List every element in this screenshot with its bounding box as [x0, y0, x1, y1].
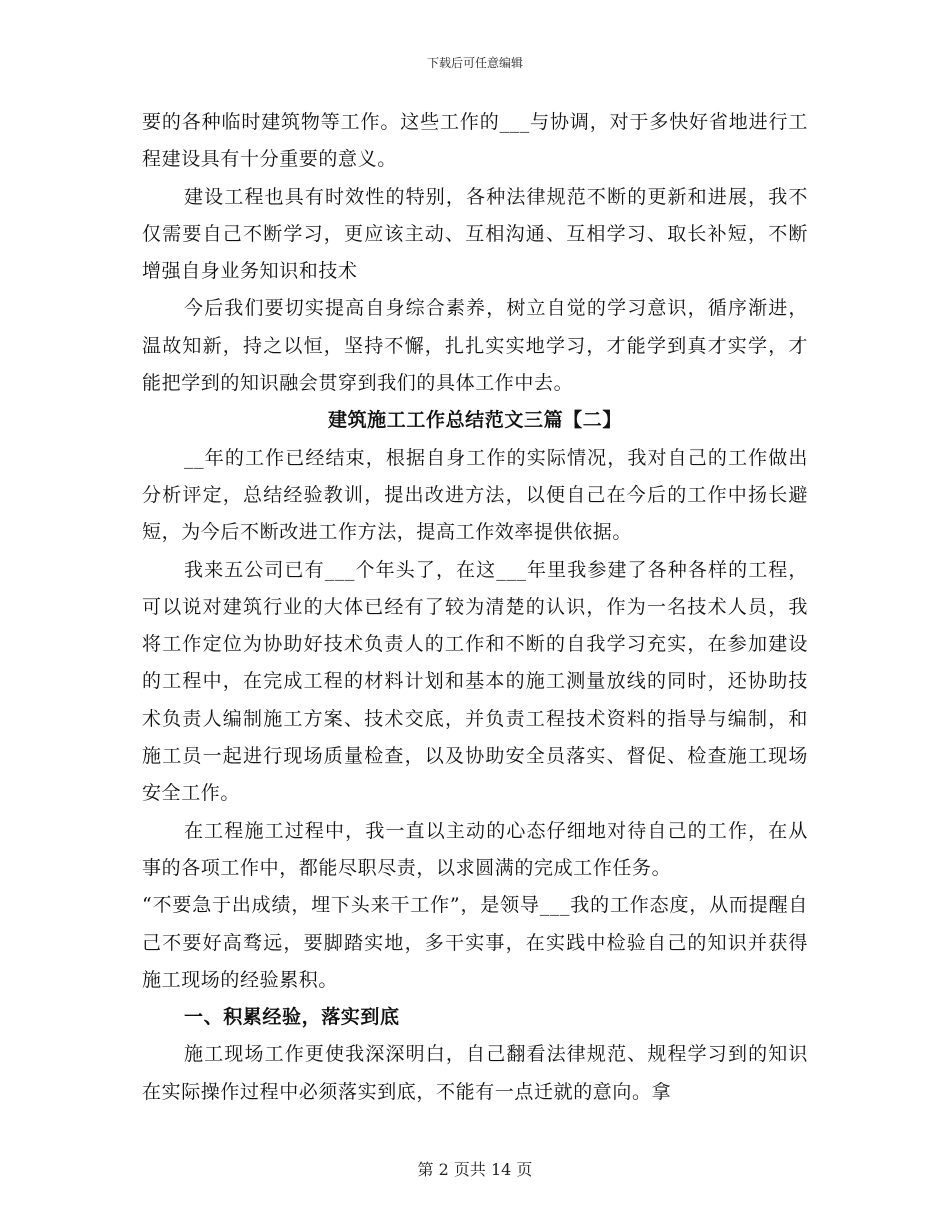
subsection-heading: 一、积累经验，落实到底	[184, 1006, 400, 1029]
section-heading: 建筑施工工作总结范文三篇【二】	[327, 409, 622, 432]
paragraph: “不要急于出成绩，埋下头来干工作”，是领导___我的工作态度，从而提醒自己不要好高骛远，要脚踏实地，多干实事，在实践中检验自己的知识并获得施工现场的经验累积。	[142, 894, 808, 991]
document-body	[142, 104, 808, 1111]
paragraph: 今后我们要切实提高自身综合素养，树立自觉的学习意识，循序渐进，温故知新，持之以恒，坚持不懈，扎扎实实地学习，才能学到真才实学，才能把学到的知识融会贯穿到我们的具体工作中去。	[142, 297, 808, 395]
page-header: 下载后可任意编辑	[426, 56, 523, 70]
paragraph: 要的各种临时建筑物等工作。这些工作的___与协调，对于多快好省地进行工程建设具有十分重要的意义。	[142, 111, 808, 171]
paragraph: __年的工作已经结束，根据自身工作的实际情况，我对自己的工作做出分析评定，总结经验教训，提出改进方法，以便自己在今后的工作中扬长避短，为今后不断改进工作方法，提高工作效率提供依据。	[142, 446, 808, 544]
paragraph: 建设工程也具有时效性的特别，各种法律规范不断的更新和进展，我不仅需要自己不断学习，更应该主动、互相沟通、互相学习、取长补短，不断增强自身业务知识和技术	[142, 185, 808, 283]
page-number: 第 2 页共 14 页	[417, 1160, 533, 1179]
paragraph: 在工程施工过程中，我一直以主动的心态仔细地对待自己的工作，在从事的各项工作中，都能尽职尽责，以求圆满的完成工作任务。	[142, 819, 808, 879]
paragraph: 我来五公司已有___个年头了，在这___年里我参建了各种各样的工程，可以说对建筑行业的大体已经有了较为清楚的认识，作为一名技术人员，我将工作定位为协助好技术负责人的工作和不断的自我学习充实，在参加建设的工程中，在完成工程的材料计划和基本的施工测量放线的同时，还协助技术负责人编制施工方案、技术交底，并负责工程技术资料的指导与编制，和施工员一起进行现场质量检查，以及协助安全员落实、督促、检查施工现场安全工作。	[142, 558, 808, 805]
paragraph: 施工现场工作更使我深深明白，自己翻看法律规范、规程学习到的知识在实际操作过程中必须落实到底，不能有一点迁就的意向。拿	[142, 1043, 808, 1103]
